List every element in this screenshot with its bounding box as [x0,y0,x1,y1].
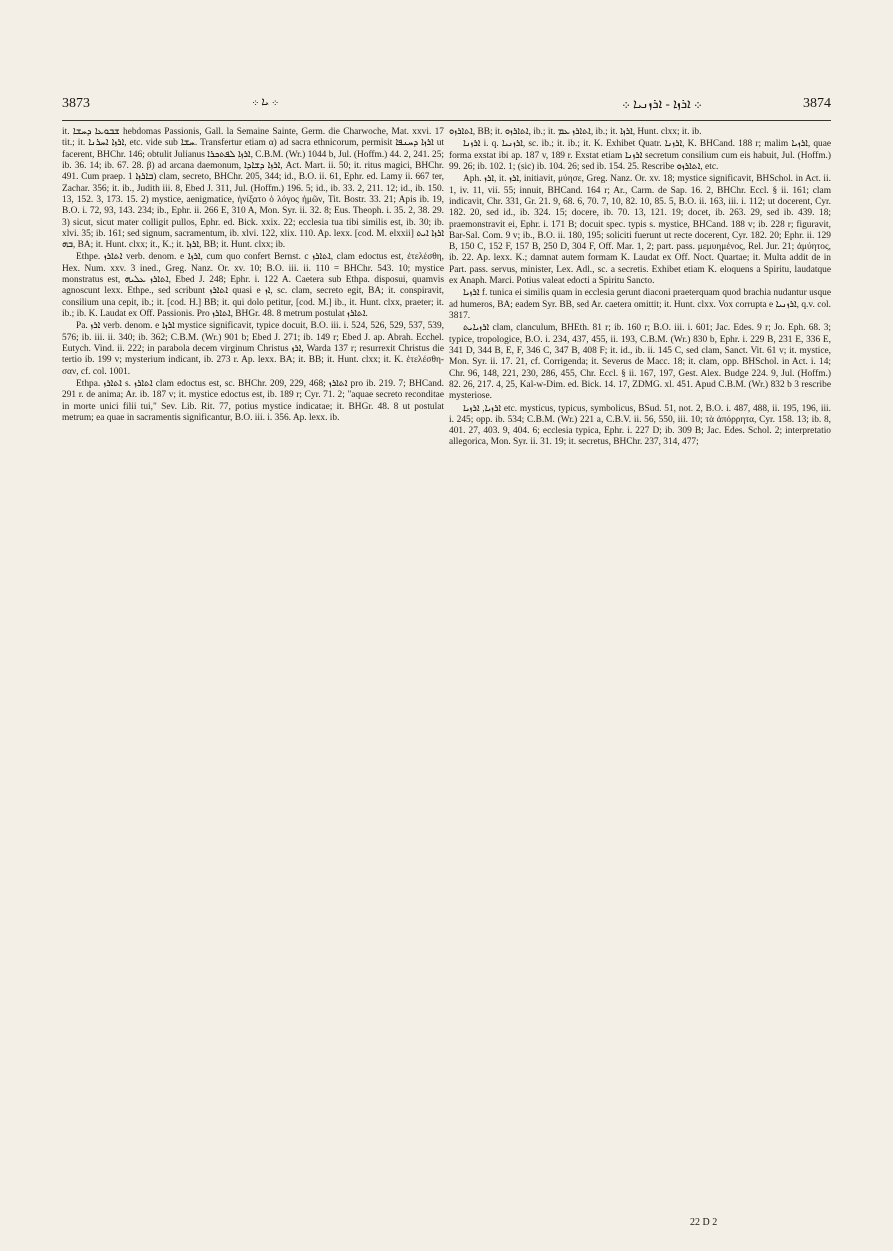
left-running-head: ܀ ܝܐ ܀ [252,96,279,108]
entry-paragraph: ܐܪܙܢܐ i. q. ܐܪܙܢܝܐ, sc. ib.; it. ib.; it. K. Exhibet Quatr. ܐܪܙܢܐ, K. BHCand. 188 r; malim ܐܪܙܝܐ, quae forma exstat ibi ap. 187 v, 189 r. Exstat etiam ܐܪܙܢܐ secretum consilium cum eis habuit, Jul. (Hoffm.) 99. 26; ib. 102. 1; (sic) ib. 104. 26; sed ib. 154. 25. Rescribe ܐܬܐܪܙܘ, etc. [449,139,831,172]
entry-paragraph: Pa. ܐܪܙ verb. denom. e ܐܪܙܐ mystice significavit, typice docuit, B.O. iii. i. 524, 526, 529, 537, 539, 576; ib. iii. ii. 340; ib. 362; C.B.M. (Wr.) 901 b; Ebed J. 271; ib. 149 r; Ebed J. ap. Abrah. Ecchel. Eutych. Vind. ii. 222; in parabola decem virginum Christus ܐܪܙ, Warda 137 r; resurrexit Christus die tertio ib. 199 v; mysterium indicant, ib. 273 r. Ap. lexx. BA; it. BB; it. Hunt. clxx; it. K. ἐτελέσθη-σαν, cf. col. 1001. [62,321,444,377]
left-column [62,127,444,1217]
entry-paragraph: it. ܫܒܘܥܐ ܕܚܫܐ hebdomas Passionis, Gall. la Semaine Sainte, Germ. die Charwoche, Mat. xxvi. 17 tit.; it. ܐܪܙܐ ܐܚܪܢܐ, etc. vide sub ܚܫܐ. Transfertur etiam α) ad sacra ethnicorum, permisit ܐܪܙܐ ܕܚܢܦܐ ut facerent, BHChr. 146; obtulit Julianus ܐܪܙܐ ܠܦܬܟܪܐ, C.B.M. (Wr.) 1044 b, Jul. (Hoffm.) 44. 2, 241. 25; ib. 36. 14; ib. 67. 28. β) ad arcana daemonum, ܐܪܙܐ ܕܫܐܕܐ, Act. Mart. ii. 50; it. ritus magici, BHChr. 491. Cum praep. ܒܐܪܙܐ 1) clam, secreto, BHChr. 205, 344; id., B.O. ii. 61, Ephr. ed. Lamy ii. 667 ter, Zachar. 356; it. ib., Judith iii. 8, Ebed J. 311, Jul. (Hoffm.) 196. 5; id., ib. 33. 2, 211. 12; id., ib. 150. 13, 152. 3, 173. 15. 2) mystice, aenigmatice, ἠνίξατο ὁ λόγος ἡμῶν, Tit. Bostr. 33. 21; Apis ib. 19, B.O. i. 72, 93, 143. 234; ib., Ephr. ii. 266 E, 310 A, Mon. Syr. ii. 32. 8; Eus. Theoph. i. 35. 2, 38. 29. 3) sicut, sicut mater colligit pullos, Ephr. ed. Bick. xxix. 22; ecclesia tua tibi similis est, ib. 30; ib. xlvi. 35; ib. 161; sed signum, sacramentum, ib. xlvi. 122, xlix. 110. Ap. lexx. [cod. M. elxxii] ܐܪܙܐ ܐܝܬ ܒܗ, BA; it. Hunt. clxx; it., K.; it. ܐܪܙܐ, BB; it. Hunt. clxx; ib. [62,127,444,251]
entry-paragraph: Ethpa. ܐܬܐܪܙ s. ܐܬܐܪܙ clam edoctus est, sc. BHChr. 209, 229, 468; ܐܬܐܪܙ pro ib. 219. 7; BHCand. 291 r. de anima; Ar. ib. 187 v; it. mystice edoctus est, ib. 189 r; Cyr. 71. 2; "aquae secreto reconditae in morte unici filii tui," Sev. Lib. Rit. 77, potius mystice indicatae; it. BHGr. 48. 8 ut postulat metrum; ea quae in sacramentis significantur, B.O. iii. i. 356. Ap. lexx. ib. [62,378,444,423]
left-page-number: 3873 [62,96,90,111]
right-running-head: ܀ ܐܪܙܐ - ܐܪܙܢܝܐ ܀ [622,96,702,111]
entry-paragraph: ܐܬܐܪܙܘ, BB; it. ܐܬܐܪܙܘ, ib.; it. ܐܬܐܪܙ ܥܡ, ib.; it. ܐܪܙܐ, Hunt. clxx; it. ib. [449,127,702,137]
header-rule [62,120,831,121]
entry-paragraph: ܐܪܙܝܐܝܬ clam, clanculum, BHEth. 81 r; ib. 160 r; B.O. iii. i. 601; Jac. Edes. 9 r; Jo. Eph. 68. 3; typice, tropologice, B.O. i. 234, 437, 455, ii. 193, C.B.M. (Wr.) 830 b, Ephr. i. 229 B, 231 E, 336 E, 341 D, 344 B, E, F, 346 C, 347 B, 408 F; it. id., ib. ii. 145 C, sed clam, Sanct. Vit. 61 v; it. mystice, Mon. Syr. ii. 17. 21, cf. Corrigenda; it. Severus de Macc. 18; it. clam, opp. BHSchol. in Act. i. 14; Chr. 96, 148, 221, 230, 286, 455, Chr. Eccl. § ii. 167, 197, Gest. Alex. Budge 224. 9, Jul. (Hoffm.) 82. 26, 217. 4, 25, Kal-w-Dim. ed. Bick. 14. 17, ZDMG. xl. 451. Apud C.B.M. (Wr.) 832 b 3 rescribe mysteriose. [449,323,831,402]
right-column [449,127,831,1217]
entry-paragraph: Ethpe. ܐܬܐܪܙ verb. denom. e ܐܪܙܐ, cum quo confert Bernst. c ܐܬܐܪܙ, clam edoctus est, ἐτελέσθη, Hex. Num. xxv. 3 ined., Greg. Nanz. Or. xv. 10; B.O. iii. ii. 110 = BHChr. 543. 10; mystice monstratus est, ܐܬܐܪܙ ܥܠܝܗ, Ebed J. 248; Ephr. i. 122 A. Caetera sub Ethpa. disposui, quamvis agnoscunt lexx. Ethpe., sed scribunt ܐܬܐܪܙ quasi e ܐܙ, sc. clam, secreto egit, BA; it. conspiravit, consilium una cepit, ib.; it. [cod. H.] BB; it. qui dolo petitur, [cod. M.] ib., it. Hunt. clxx, praeter; it. ib.; ib. K. Laudat ex Off. Passionis. Pro ܐܬܐܪܙ, BHGr. 48. 8 metrum postulat ܐܬܐܪܙ. [62,252,444,319]
signature-mark: 22 D 2 [690,1217,718,1228]
right-page-number: 3874 [803,96,831,111]
entry-paragraph: ܐܪܙܝܐ, ܐܪܙܝܐ etc. mysticus, typicus, symbolicus, BSud. 51, not. 2, B.O. i. 487, 488, ii. 195, 196, iii. i. 245; opp. ib. 534; C.B.M. (Wr.) 221 a, C.B.V. ii. 56, 550, iii. 10; τὰ ἀπόρρητα, Cyr. 158. 13; ib. 8, 401. 27, 403. 9, 404. 6; ecclesia typica, Ephr. i. 227 D; ib. 309 B; Jac. Edes. Schol. 2; interpretatio allegorica, Mon. Syr. ii. 31. 19; it. secretus, BHChr. 237, 314, 477; [449,403,831,448]
entry-paragraph: Aph. ܐܪܙ, it. ܐܪܙ, initiavit, μύησε, Greg. Nanz. Or. xv. 18; mystice significavit, BHSchol. in Act. ii. 1, iv. 11, vii. 55; innuit, BHCand. 164 r; Ar., Carm. de Sap. 16. 2, BHChr. Eccl. § ii. 161; clam indicavit, Chr. 331, Gr. 21. 9, 68. 6, 70. 7, 10, 82. 10, 85. 5, B.O. ii. 163, iii. i. 112; ut docerent, Cyr. 182. 20, sed id., ib. 324. 15; docere, ib. 70. 13, 121. 19; docet, ib. 263. 29, sed ib. 439. 18; praemonstravit ei, Ephr. i. 171 B; docuit spec. typis s. mystice, BHCand. 188 v; ib. 228 r; figuravit, Bar-Sal. Com. 9 v; ib., B.O. ii. 180, 195; soliciti fuerunt ut recte docerent, Cyr. 182. 20; Ephr. ii. 129 B, 150 C, 152 F, 157 B, 250 D, 304 F, Off. Mar. 1, 2; part. pass. μεμυημένος, Rel. Jur. 21; ἀμύητος, ib. 22. Ap. lexx. K.; damnat autem formam K. Laudat ex Off. Noct. Quartae; it. Multa addit de in Part. pass. servus, minister, Lex. Adl., sc. a secretis. Exhibet etiam K. eloquens a Spiritu, laudatque ex Anaph. Marci. Potius valeat edocti a Spiritu Sancto. [449,174,831,287]
entry-paragraph: ܐܪܙܝܐ f. tunica ei similis quam in ecclesia gerunt diaconi praeterquam quod brachia nudantur usque ad humeros, BA; eadem Syr. BB, sed Ar. caetera omittit; it. Hunt. clxx. Vox corrupta e ܐܪܙܢܝܐ, q.v. col. 3817. [449,288,831,321]
page-header [62,94,831,118]
